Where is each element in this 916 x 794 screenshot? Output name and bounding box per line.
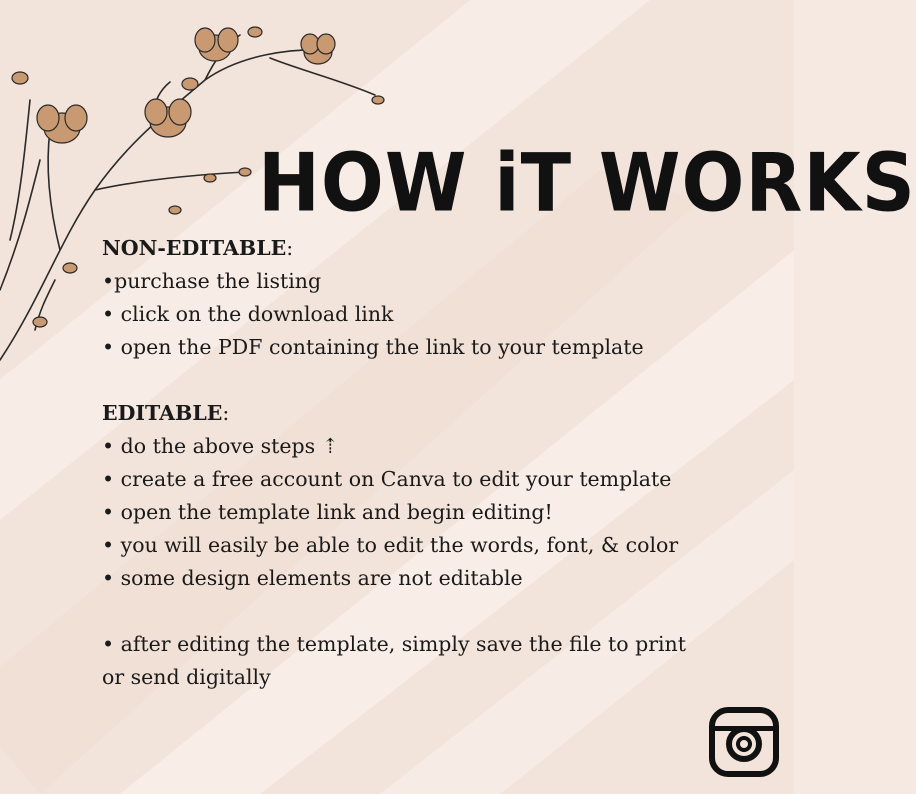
- instagram-icon[interactable]: [708, 706, 780, 778]
- page-title: HOW iT WORKS: [258, 136, 916, 230]
- spacer: [102, 364, 782, 397]
- list-item: •purchase the listing: [102, 269, 322, 293]
- footer-line: • after editing the template, simply save the file to print: [102, 632, 686, 656]
- list-item: • open the template link and begin editing!: [102, 500, 553, 524]
- editable-heading: EDITABLE: [102, 401, 223, 425]
- list-item: • open the PDF containing the link to your template: [102, 335, 644, 359]
- list-item: • do the above steps ⇡: [102, 434, 339, 458]
- list-item: • click on the download link: [102, 302, 394, 326]
- list-item: • you will easily be able to edit the words, font, & color: [102, 533, 679, 557]
- editable-heading-line: [102, 397, 782, 430]
- editable-colon: :: [222, 401, 230, 425]
- non-editable-colon: :: [286, 236, 294, 260]
- non-editable-heading: NON-EDITABLE: [102, 236, 287, 260]
- list-item: • create a free account on Canva to edit your template: [102, 467, 672, 491]
- spacer: [102, 595, 782, 628]
- list-item: • some design elements are not editable: [102, 566, 523, 590]
- non-editable-heading-line: [102, 232, 782, 265]
- footer-line: or send digitally: [102, 665, 271, 689]
- instructions-content: [102, 232, 782, 694]
